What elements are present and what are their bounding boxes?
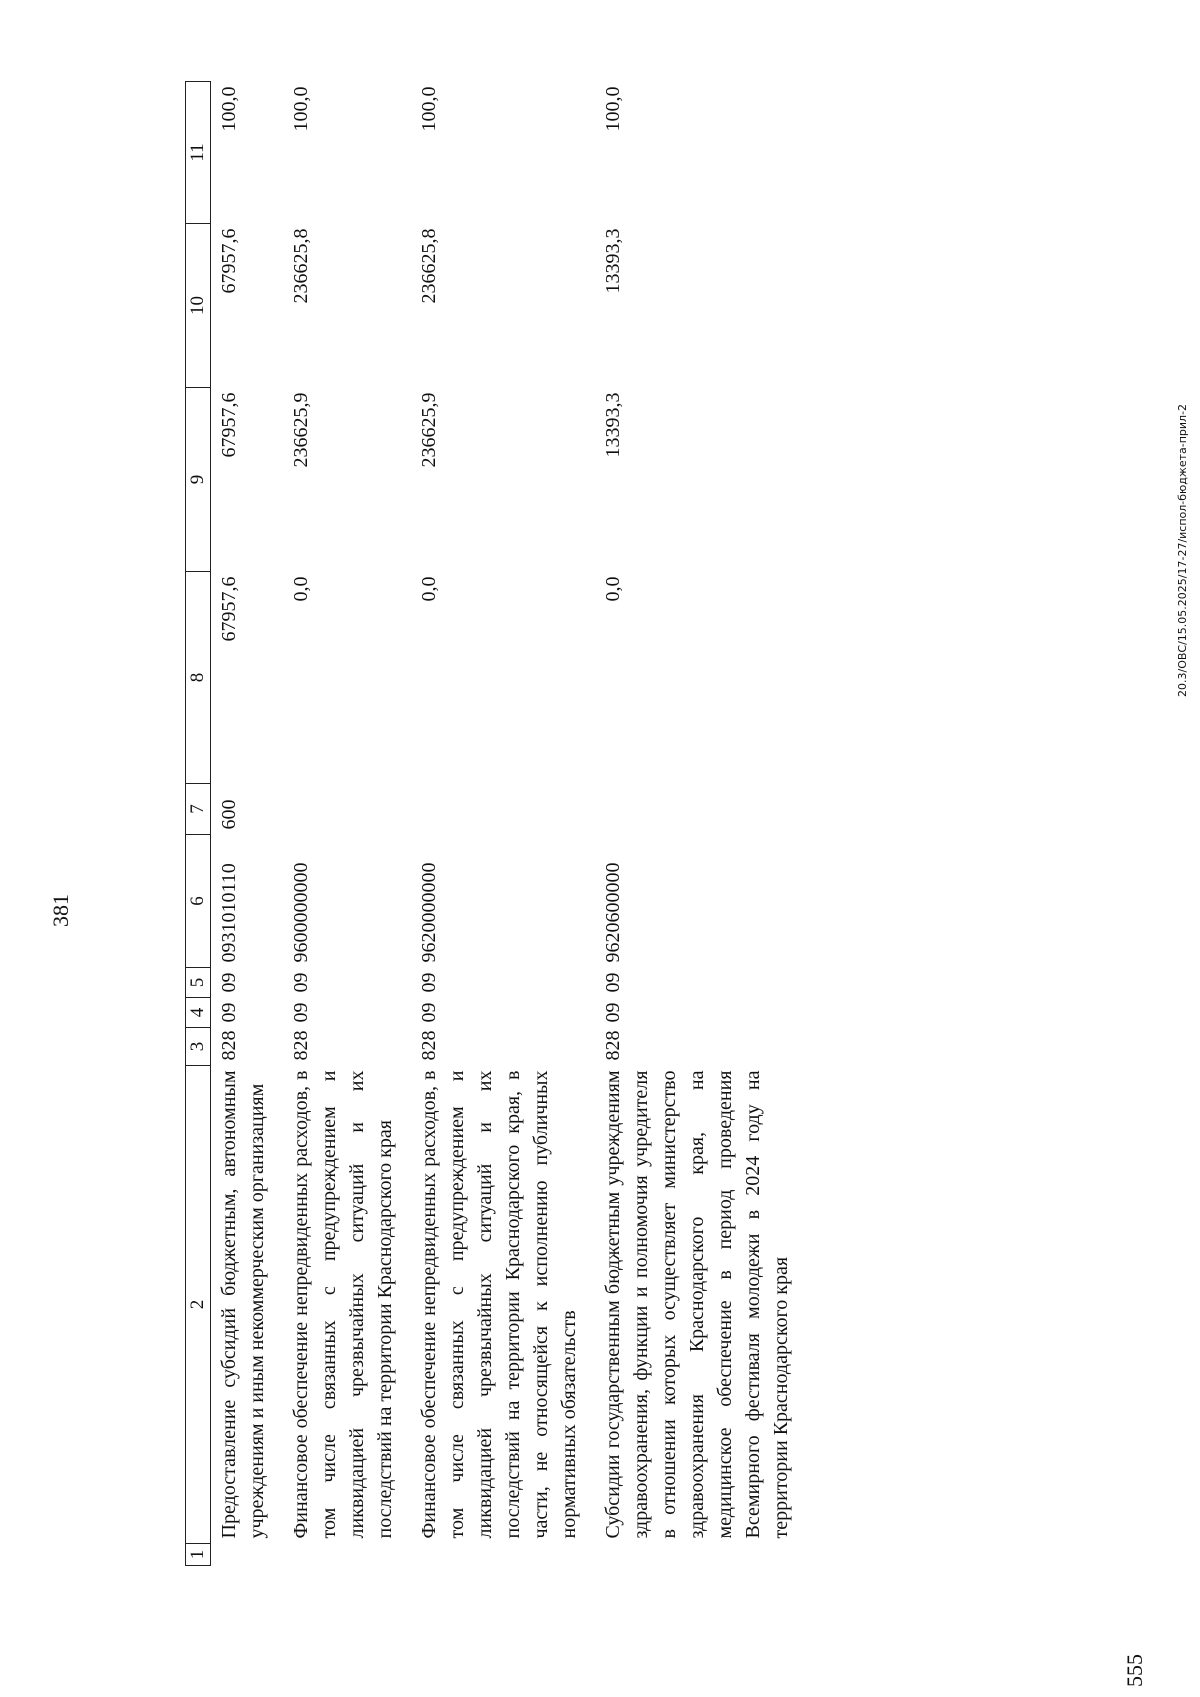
- column-header: 6: [186, 835, 211, 968]
- table-row: [595, 82, 807, 1566]
- ministry-code-cell: 828: [290, 1030, 312, 1061]
- header-row: [186, 82, 211, 1566]
- subsection-code-cell: 09: [218, 972, 240, 993]
- column-header: 5: [186, 968, 211, 998]
- column-header: 4: [186, 998, 211, 1028]
- subsection-code-cell: 09: [290, 972, 312, 993]
- amount-cell: 67957,6: [218, 392, 240, 458]
- column-header: 2: [186, 1066, 211, 1544]
- amount-cell: 0,0: [602, 576, 624, 602]
- expense-type-cell: [411, 784, 595, 835]
- section-code-cell: 09: [418, 1002, 440, 1023]
- description-cell: Субсидии государственным бюджетным учреждениям здравоохранения, функции и полномочия учредителя в отношении которых осуществляет министерство здравоохранения Краснодарского края, на медицинское обеспечение в период проведения Всемирного фестиваля молодежи в 2024 году на территории Краснодарского края: [602, 1070, 792, 1539]
- amount-cell: 0,0: [418, 576, 440, 602]
- row-number-cell: [411, 1544, 595, 1566]
- amount-cell: 236625,8: [418, 228, 440, 304]
- column-header: 10: [186, 224, 211, 388]
- amount-cell: 13393,3: [602, 228, 624, 294]
- page-number: 381: [48, 894, 73, 927]
- table-row: [283, 82, 411, 1566]
- target-item-cell: 9620600000: [602, 862, 624, 963]
- ministry-code-cell: 828: [602, 1030, 624, 1061]
- percent-cell: 100,0: [602, 86, 624, 132]
- ministry-code-cell: 828: [418, 1030, 440, 1061]
- table-row: [211, 82, 284, 1566]
- document-code: 20.3/ОВС/15.05.2025/17-27/испол-бюджета-прил-2: [1176, 403, 1189, 697]
- column-header: 3: [186, 1028, 211, 1066]
- section-code-cell: 09: [602, 1002, 624, 1023]
- column-header: 1: [186, 1544, 211, 1566]
- amount-cell: 236625,8: [290, 228, 312, 304]
- table-row: [411, 82, 595, 1566]
- percent-cell: 100,0: [290, 86, 312, 132]
- column-header: 7: [186, 784, 211, 835]
- target-item-cell: 9620000000: [418, 862, 440, 963]
- ministry-code-cell: 828: [218, 1030, 240, 1061]
- percent-cell: 100,0: [218, 86, 240, 132]
- amount-cell: 0,0: [290, 576, 312, 602]
- amount-cell: 67957,6: [218, 228, 240, 294]
- section-code-cell: 09: [218, 1002, 240, 1023]
- description-cell: Финансовое обеспечение непредвиденных расходов, в том числе связанных с предупреждением и ликвидацией чрезвычайных ситуаций и их последствий на территории Краснодарского края: [290, 1070, 396, 1539]
- description-cell: Финансовое обеспечение непредвиденных расходов, в том числе связанных с предупреждением и ликвидацией чрезвычайных ситуаций и их последствий на территории Краснодарского края, в части, не относящейся к исполнению публичных нормативных обязательств: [418, 1070, 580, 1539]
- column-header: 9: [186, 388, 211, 572]
- subsection-code-cell: 09: [418, 972, 440, 993]
- row-number-cell: [595, 1544, 807, 1566]
- amount-cell: 236625,9: [290, 392, 312, 468]
- expense-type-cell: [595, 784, 807, 835]
- column-header: 8: [186, 572, 211, 784]
- row-number-cell: [211, 1544, 284, 1566]
- column-header: 11: [186, 82, 211, 224]
- amount-cell: 13393,3: [602, 392, 624, 458]
- row-number-cell: [283, 1544, 411, 1566]
- target-item-cell: 0931010110: [218, 863, 240, 963]
- section-code-cell: 09: [290, 1002, 312, 1023]
- target-item-cell: 9600000000: [290, 862, 312, 963]
- percent-cell: 100,0: [418, 86, 440, 132]
- amount-cell: 236625,9: [418, 392, 440, 468]
- amount-cell: 67957,6: [218, 576, 240, 642]
- expense-type-cell: 600: [218, 799, 240, 830]
- expense-type-cell: [283, 784, 411, 835]
- sheet-number: 555: [1122, 1654, 1147, 1687]
- description-cell: Предоставление субсидий бюджетным, автономным учреждениям и иным некоммерческим организациям: [218, 1070, 268, 1539]
- budget-table: [185, 81, 807, 1566]
- subsection-code-cell: 09: [602, 972, 624, 993]
